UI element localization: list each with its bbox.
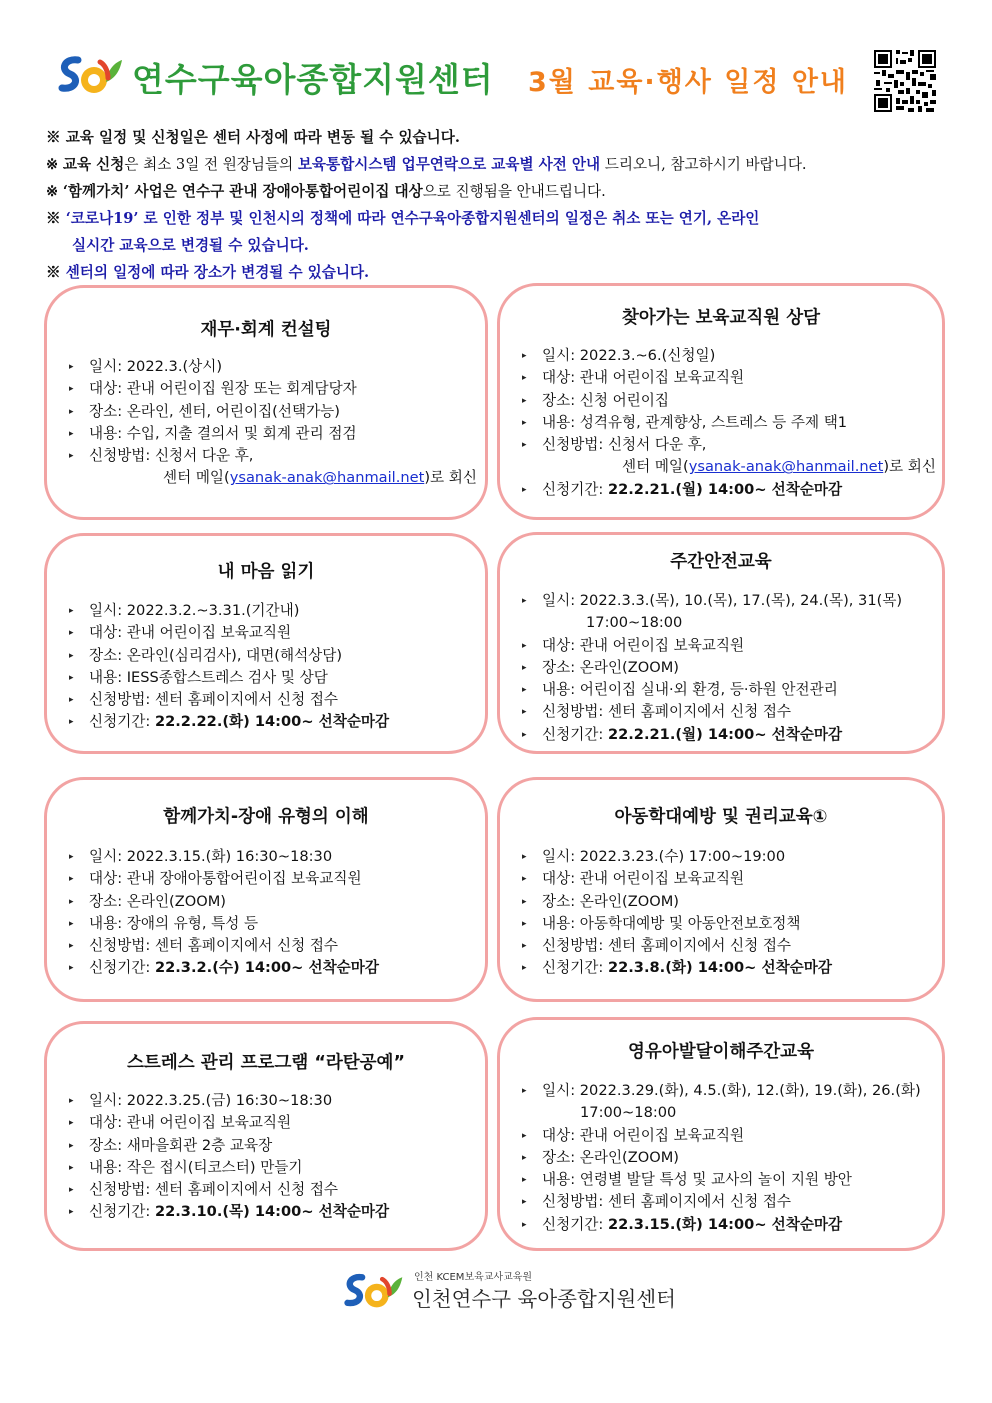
triangle-bullet-icon: ▸ <box>69 717 74 728</box>
card-detail: ▸ 내용: 성격유형, 관계향상, 스트레스 등 주제 택1 <box>522 412 936 434</box>
card-detail: ▸ 대상: 관내 어린이집 보육교직원 <box>522 1125 936 1147</box>
reference-mark: ※ <box>46 264 61 281</box>
event-card-child-abuse-prevention <box>497 777 945 1002</box>
card-detail: ▸ 일시: 2022.3.23.(수) 17:00~19:00 <box>522 846 936 868</box>
event-card-counseling <box>497 283 945 520</box>
card-title: 찾아가는 보육교직원 상담 <box>621 308 821 328</box>
triangle-bullet-icon: ▸ <box>522 1086 527 1096</box>
card-detail-continued: 17:00~18:00 <box>580 1104 677 1122</box>
triangle-bullet-icon: ▸ <box>522 685 527 696</box>
card-detail: ▸ 신청기간: 22.3.2.(수) 14:00~ 선착순마감 <box>69 957 479 979</box>
triangle-bullet-icon: ▸ <box>69 451 74 462</box>
card-title: 스트레스 관리 프로그램 “라탄공예” <box>127 1053 405 1073</box>
notice-item <box>46 205 956 232</box>
center-logo-icon <box>342 1270 406 1312</box>
header <box>56 46 946 116</box>
triangle-bullet-icon: ▸ <box>522 440 527 451</box>
notice-highlight: 보육통합시스템 업무연락으로 교육별 사전 안내 <box>297 156 601 173</box>
triangle-bullet-icon: ▸ <box>522 963 527 974</box>
reference-mark: ※ <box>46 129 61 146</box>
notice-text: 으로 진행됨을 안내드립니다. <box>422 183 606 200</box>
notice-item <box>46 124 956 151</box>
card-detail: ▸ 신청기간: 22.3.8.(화) 14:00~ 선착순마감 <box>522 957 936 979</box>
notice-text: 은 최소 3일 전 원장님들의 <box>124 156 298 173</box>
card-detail: ▸ 내용: 아동학대예방 및 아동안전보호정책 <box>522 913 936 935</box>
triangle-bullet-icon: ▸ <box>69 650 74 661</box>
card-detail-continued: 17:00~18:00 <box>586 614 683 632</box>
card-detail: ▸ 장소: 새마을회관 2층 교육장 <box>69 1135 479 1157</box>
card-detail: ▸ 장소: 온라인, 센터, 어린이집(선택가능) <box>69 401 479 423</box>
triangle-bullet-icon: ▸ <box>69 874 74 885</box>
triangle-bullet-icon: ▸ <box>522 729 527 740</box>
card-detail: ▸ 신청방법: 센터 홈페이지에서 신청 접수 <box>69 689 479 711</box>
triangle-bullet-icon: ▸ <box>69 918 74 929</box>
triangle-bullet-icon: ▸ <box>522 852 527 862</box>
card-detail: ▸ 신청방법: 센터 홈페이지에서 신청 접수 <box>522 1191 936 1213</box>
triangle-bullet-icon: ▸ <box>69 896 74 907</box>
card-detail: ▸ 대상: 관내 어린이집 보육교직원 <box>522 635 936 657</box>
card-detail-continued: 센터 메일(ysanak-anak@hanmail.net)로 회신 <box>163 469 477 487</box>
card-detail: ▸ 대상: 관내 어린이집 보육교직원 <box>69 622 479 644</box>
footer-organization-name: 인천연수구 육아종합지원센터 <box>412 1287 676 1311</box>
triangle-bullet-icon: ▸ <box>69 606 74 616</box>
triangle-bullet-icon: ▸ <box>522 662 527 673</box>
triangle-bullet-icon: ▸ <box>69 428 74 439</box>
card-detail: ▸ 장소: 온라인(ZOOM) <box>522 657 936 679</box>
card-detail: ▸ 내용: 장애의 유형, 특성 등 <box>69 913 479 935</box>
card-title: 내 마음 읽기 <box>217 562 315 582</box>
triangle-bullet-icon: ▸ <box>522 1175 527 1186</box>
card-detail: ▸ 신청기간: 22.2.21.(월) 14:00~ 선착순마감 <box>522 479 936 501</box>
triangle-bullet-icon: ▸ <box>522 484 527 495</box>
card-detail: ▸ 내용: 수입, 지출 결의서 및 회계 관리 점검 <box>69 423 479 445</box>
triangle-bullet-icon: ▸ <box>69 1185 74 1196</box>
notice-text: 실시간 교육으로 변경될 수 있습니다. <box>72 237 309 254</box>
triangle-bullet-icon: ▸ <box>522 640 527 651</box>
card-detail: ▸ 일시: 2022.3.3.(목), 10.(목), 17.(목), 24.(목), 31(목) <box>522 590 936 612</box>
triangle-bullet-icon: ▸ <box>522 874 527 885</box>
notice-item-continued <box>46 232 956 259</box>
card-detail: ▸ 일시: 2022.3.29.(화), 4.5.(화), 12.(화), 19.(화), 26.(화) <box>522 1080 936 1102</box>
card-detail: ▸ 일시: 2022.3.15.(화) 16:30~18:30 <box>69 846 479 868</box>
card-detail: ▸ 신청방법: 신청서 다운 후, <box>522 434 936 456</box>
triangle-bullet-icon: ▸ <box>522 373 527 384</box>
card-detail: ▸ 대상: 관내 어린이집 보육교직원 <box>522 367 936 389</box>
card-detail: ▸ 신청기간: 22.3.10.(목) 14:00~ 선착순마감 <box>69 1201 479 1223</box>
card-title: 함께가치-장애 유형의 이해 <box>163 807 369 827</box>
email-link[interactable]: ysanak-anak@hanmail.net <box>688 458 884 476</box>
triangle-bullet-icon: ▸ <box>69 362 74 372</box>
triangle-bullet-icon: ▸ <box>69 1096 74 1106</box>
card-detail: ▸ 내용: 작은 접시(티코스터) 만들기 <box>69 1157 479 1179</box>
card-detail: ▸ 신청방법: 센터 홈페이지에서 신청 접수 <box>69 1179 479 1201</box>
card-detail: ▸ 신청기간: 22.2.21.(월) 14:00~ 선착순마감 <box>522 724 936 746</box>
card-title: 재무·회계 컨설팅 <box>200 320 332 340</box>
triangle-bullet-icon: ▸ <box>69 384 74 395</box>
triangle-bullet-icon: ▸ <box>69 695 74 706</box>
card-detail: ▸ 대상: 관내 어린이집 보육교직원 <box>522 868 936 890</box>
notice-item <box>46 151 956 178</box>
triangle-bullet-icon: ▸ <box>69 963 74 974</box>
card-detail: ▸ 장소: 온라인(ZOOM) <box>69 891 479 913</box>
qr-code-icon[interactable] <box>872 48 938 114</box>
triangle-bullet-icon: ▸ <box>522 351 527 361</box>
reference-mark: ※ <box>46 156 59 173</box>
card-detail-continued: 센터 메일(ysanak-anak@hanmail.net)로 회신 <box>622 458 936 476</box>
triangle-bullet-icon: ▸ <box>69 1162 74 1173</box>
event-card-disability-understanding <box>44 777 488 1002</box>
notice-item <box>46 178 956 205</box>
card-detail: ▸ 장소: 온라인(ZOOM) <box>522 1147 936 1169</box>
notice-text: ‘함께가치’ 사업은 연수구 관내 장애아통합어린이집 대상 <box>62 183 423 200</box>
triangle-bullet-icon: ▸ <box>522 941 527 952</box>
card-title: 영유아발달이해주간교육 <box>628 1042 814 1062</box>
card-title: 아동학대예방 및 권리교육① <box>614 807 828 827</box>
event-card-stress-management <box>44 1021 488 1251</box>
triangle-bullet-icon: ▸ <box>522 707 527 718</box>
card-detail: ▸ 신청방법: 센터 홈페이지에서 신청 접수 <box>69 935 479 957</box>
card-detail: ▸ 신청방법: 센터 홈페이지에서 신청 접수 <box>522 701 936 723</box>
card-detail: ▸ 내용: 연령별 발달 특성 및 교사의 놀이 지원 방안 <box>522 1169 936 1191</box>
triangle-bullet-icon: ▸ <box>69 852 74 862</box>
triangle-bullet-icon: ▸ <box>522 896 527 907</box>
triangle-bullet-icon: ▸ <box>69 1207 74 1218</box>
card-detail: ▸ 장소: 온라인(ZOOM) <box>522 891 936 913</box>
card-title: 주간안전교육 <box>670 552 772 572</box>
notice-text: 교육 일정 및 신청일은 센터 사정에 따라 변동 될 수 있습니다. <box>65 129 460 146</box>
reference-mark: ※ <box>46 183 59 200</box>
center-logo-icon <box>56 52 126 98</box>
reference-mark: ※ <box>46 210 61 227</box>
triangle-bullet-icon: ▸ <box>69 941 74 952</box>
triangle-bullet-icon: ▸ <box>522 395 527 406</box>
triangle-bullet-icon: ▸ <box>69 1118 74 1129</box>
card-detail: ▸ 대상: 관내 장애아통합어린이집 보육교직원 <box>69 868 479 890</box>
card-detail: ▸ 일시: 2022.3.2.~3.31.(기간내) <box>69 600 479 622</box>
card-detail: ▸ 일시: 2022.3.~6.(신청일) <box>522 345 936 367</box>
card-detail: ▸ 내용: IESS종합스트레스 검사 및 상담 <box>69 667 479 689</box>
footer <box>342 1266 676 1316</box>
notice-text: 드리오니, 참고하시기 바랍니다. <box>600 156 807 173</box>
card-detail: ▸ 일시: 2022.3.(상시) <box>69 356 479 378</box>
card-detail: ▸ 대상: 관내 어린이집 보육교직원 <box>69 1112 479 1134</box>
triangle-bullet-icon: ▸ <box>522 1197 527 1208</box>
event-card-mind-reading <box>44 533 488 754</box>
triangle-bullet-icon: ▸ <box>69 672 74 683</box>
notice-text: ‘코로나19’ 로 인한 정부 및 인천시의 정책에 따라 연수구육아종합지원센터의 일정은 취소 또는 연기, 온라인 <box>65 210 760 227</box>
notice-item <box>46 259 956 286</box>
triangle-bullet-icon: ▸ <box>69 406 74 417</box>
triangle-bullet-icon: ▸ <box>522 1219 527 1230</box>
event-card-infant-development <box>497 1017 945 1251</box>
card-detail: ▸ 신청기간: 22.3.15.(화) 14:00~ 선착순마감 <box>522 1214 936 1236</box>
notice-text: 교육 신청 <box>62 156 125 173</box>
notice-text: 센터의 일정에 따라 장소가 변경될 수 있습니다. <box>65 264 370 281</box>
triangle-bullet-icon: ▸ <box>522 417 527 428</box>
card-detail: ▸ 장소: 온라인(심리검사), 대면(해석상담) <box>69 645 479 667</box>
event-card-safety-education <box>497 532 945 754</box>
card-detail: ▸ 신청방법: 센터 홈페이지에서 신청 접수 <box>522 935 936 957</box>
card-detail: ▸ 신청방법: 신청서 다운 후, <box>69 445 479 467</box>
triangle-bullet-icon: ▸ <box>522 596 527 606</box>
triangle-bullet-icon: ▸ <box>69 628 74 639</box>
triangle-bullet-icon: ▸ <box>522 1152 527 1163</box>
triangle-bullet-icon: ▸ <box>522 918 527 929</box>
card-detail: ▸ 일시: 2022.3.25.(금) 16:30~18:30 <box>69 1090 479 1112</box>
footer-organization-small: 인천 KCEM보육교사교육원 <box>414 1272 533 1283</box>
triangle-bullet-icon: ▸ <box>522 1130 527 1141</box>
card-detail: ▸ 신청기간: 22.2.22.(화) 14:00~ 선착순마감 <box>69 711 479 733</box>
notice-list <box>46 124 956 286</box>
email-link[interactable]: ysanak-anak@hanmail.net <box>229 469 425 487</box>
card-detail: ▸ 장소: 신청 어린이집 <box>522 390 936 412</box>
triangle-bullet-icon: ▸ <box>69 1140 74 1151</box>
card-detail: ▸ 내용: 어린이집 실내·외 환경, 등·하원 안전관리 <box>522 679 936 701</box>
page-title: 3월 교육·행사 일정 안내 <box>528 67 848 98</box>
center-name: 연수구육아종합지원센터 <box>132 60 494 99</box>
card-detail: ▸ 대상: 관내 어린이집 원장 또는 회계담당자 <box>69 378 479 400</box>
event-card-finance-consulting <box>44 285 488 520</box>
